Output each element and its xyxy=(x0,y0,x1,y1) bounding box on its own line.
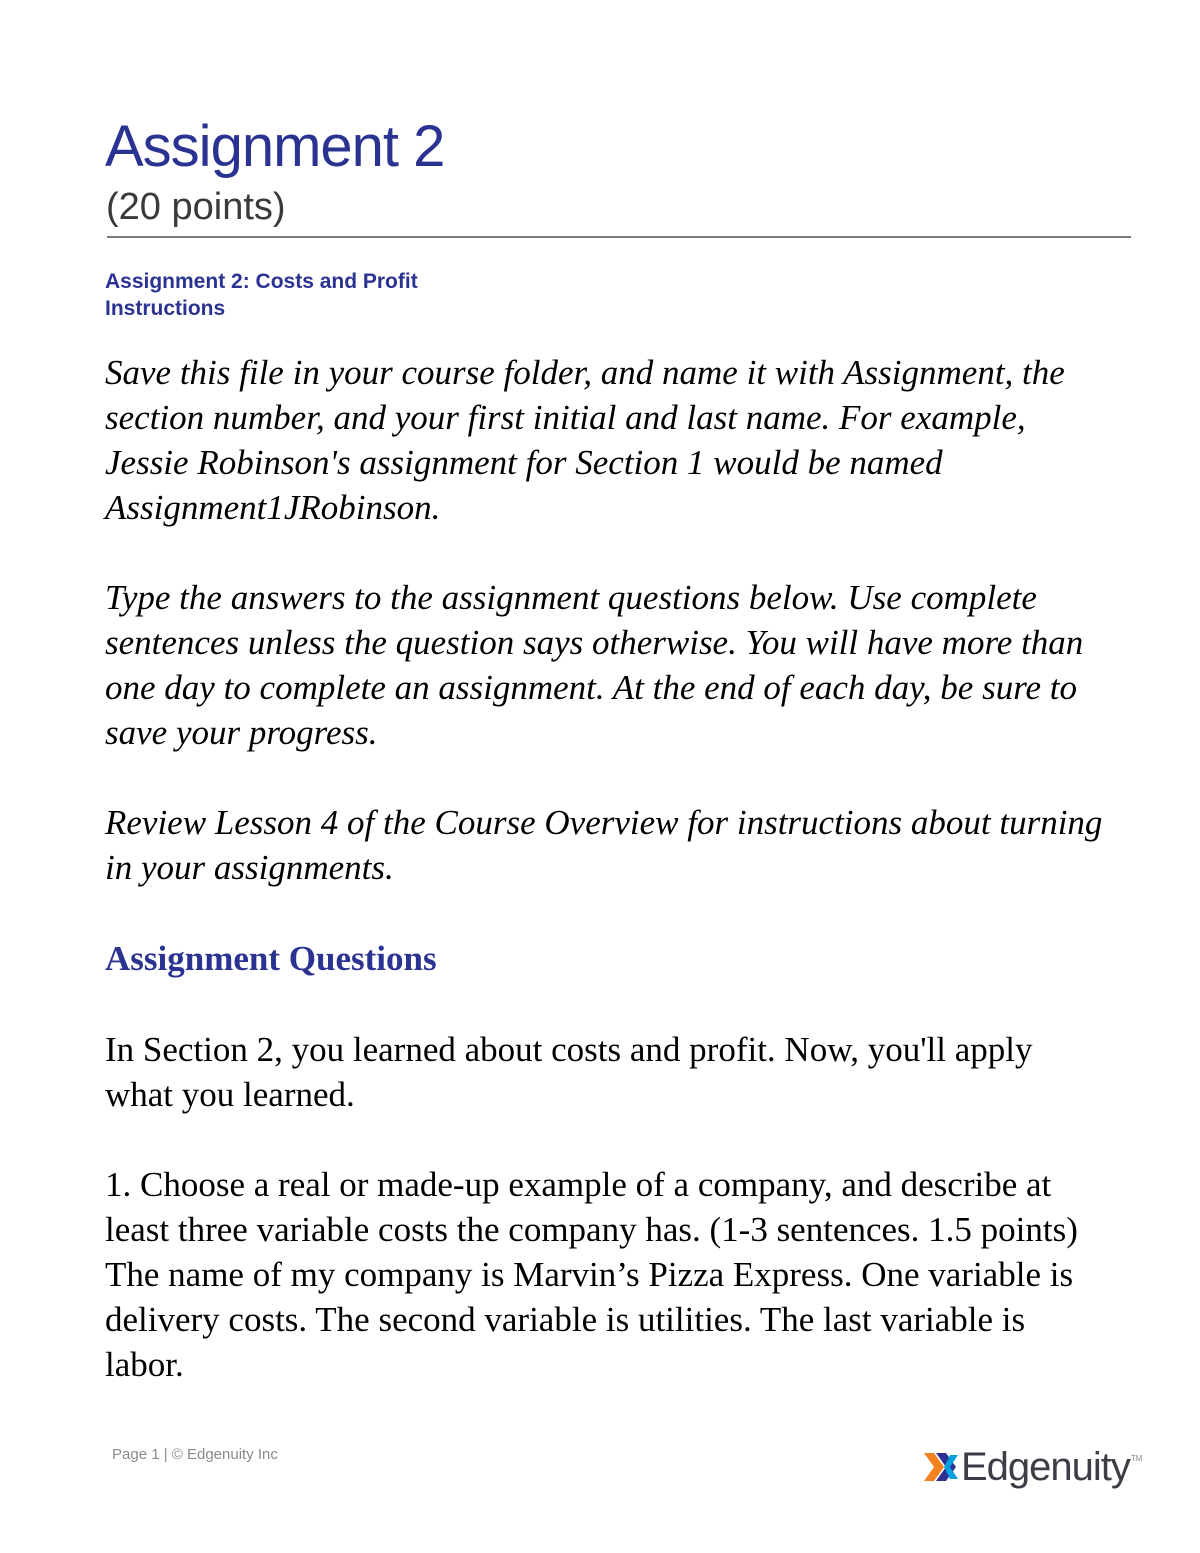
subheading-instructions: Instructions xyxy=(105,297,226,320)
edgenuity-logo xyxy=(920,1442,1142,1492)
question-1: 1. Choose a real or made-up example of a company, and describe at least three variable costs the company has. (1-3 sentences. 1.5 points) xyxy=(105,1165,1078,1249)
instruction-type-answers: Type the answers to the assignment questions below. Use complete sentences unless the question says otherwise. You will have more than one day to complete an assignment. At the end of each day, be sure to save your progress. xyxy=(105,578,1084,752)
instruction-review-lesson: Review Lesson 4 of the Course Overview for instructions about turning in your assignments. xyxy=(105,803,1103,887)
questions-block xyxy=(105,1027,1105,1387)
document-title: Assignment 2 xyxy=(105,114,445,179)
questions-heading: Assignment Questions xyxy=(105,939,437,978)
instruction-save-file: Save this file in your course folder, and name it with Assignment, the section number, and your first initial and last name. For example, Jessie Robinson's assignment for Section 1 would be named Assignment1JRobinson. xyxy=(105,353,1065,527)
assignment-subheading xyxy=(105,268,418,322)
page-footer: Page 1 | © Edgenuity Inc xyxy=(112,1446,278,1463)
points-label: (20 points) xyxy=(106,186,286,228)
edgenuity-x-icon xyxy=(920,1447,960,1487)
header-divider xyxy=(107,236,1131,238)
subheading-title: Assignment 2: Costs and Profit xyxy=(105,270,418,293)
logo-wordmark: Edgenuity xyxy=(961,1445,1130,1489)
instructions-block xyxy=(105,350,1105,935)
answer-1: The name of my company is Marvin’s Pizza Express. One variable is delivery costs. The second variable is utilities. The last variable is labor. xyxy=(105,1255,1074,1384)
logo-trademark: TM xyxy=(1130,1454,1143,1463)
questions-intro: In Section 2, you learned about costs and profit. Now, you'll apply what you learned. xyxy=(105,1030,1033,1114)
